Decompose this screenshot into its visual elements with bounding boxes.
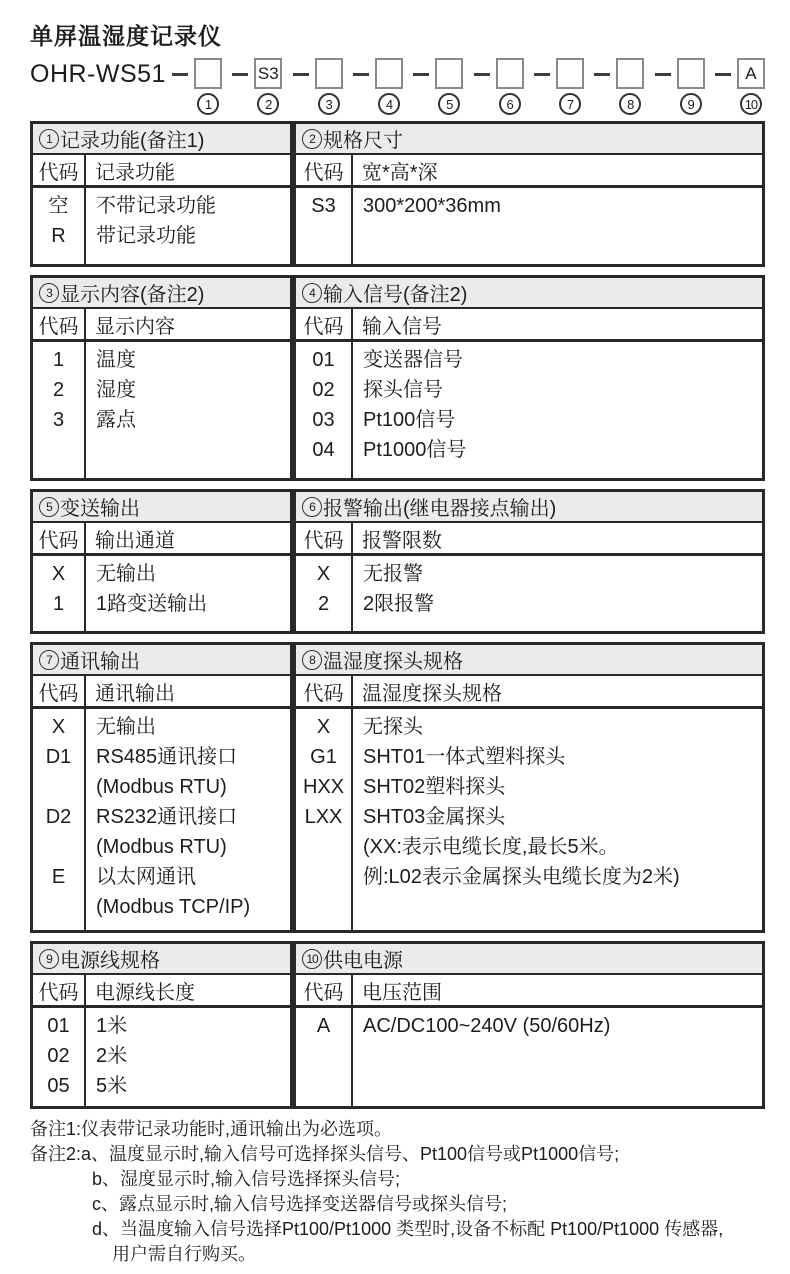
position-number: 2 (265, 96, 272, 112)
desc-cell: 温度 (96, 349, 136, 371)
section-title-text: 电源线规格 (60, 950, 160, 972)
footnote-line: 备注2:a、温度显示时,输入信号可选择探头信号、Pt100信号或Pt1000信号; (30, 1144, 620, 1164)
model-box-column (677, 58, 705, 115)
section-pair-1 (30, 121, 765, 267)
code-column-header: 代码 (33, 309, 86, 339)
model-box-unit (347, 58, 403, 115)
desc-column (86, 188, 290, 264)
section-title (33, 944, 290, 975)
desc-cell: 无输出 (96, 716, 156, 738)
code-cell: 03 (312, 409, 335, 431)
section-number-badge: 3 (39, 283, 59, 303)
desc-cell: (XX:表示电缆长度,最长5米。 (363, 836, 619, 858)
desc-column-header: 报警限数 (362, 529, 442, 552)
code-cell: X (51, 563, 66, 585)
desc-cell: 湿度 (96, 379, 136, 401)
code-cell: S3 (311, 195, 336, 217)
dash-separator (594, 73, 610, 76)
section-number-badge: 8 (302, 650, 322, 670)
model-code-box (375, 58, 403, 89)
desc-cell: AC/DC100~240V (50/60Hz) (363, 1015, 611, 1037)
section-power-supply (293, 941, 765, 1109)
position-number-badge (197, 93, 219, 115)
code-cell: 1 (52, 593, 65, 615)
position-number-badge (438, 93, 460, 115)
dash-separator (655, 73, 671, 76)
desc-column (353, 709, 762, 930)
section-title (296, 944, 762, 975)
section-title-text: 记录功能(备注1) (60, 130, 205, 152)
desc-cell: SHT01一体式塑料探头 (363, 746, 566, 768)
section-number-badge: 1 (39, 129, 59, 149)
section-number-badge: 4 (302, 283, 322, 303)
section-title (296, 278, 762, 309)
section-number-badge: 2 (302, 129, 322, 149)
footnote-line: 备注1:仪表带记录功能时,通讯输出为必选项。 (30, 1119, 393, 1139)
section-transmit-output (30, 489, 293, 634)
position-number-badge (257, 93, 279, 115)
section-pair-2 (30, 275, 765, 481)
code-column-header: 代码 (33, 523, 86, 553)
code-cell: 3 (52, 409, 65, 431)
code-cell: D1 (45, 746, 72, 768)
section-display-content (30, 275, 293, 481)
section-title (296, 645, 762, 676)
code-column (33, 188, 86, 264)
code-cell: D2 (45, 806, 72, 828)
footnote-line: c、露点显示时,输入信号选择变送器信号或探头信号; (92, 1194, 507, 1214)
desc-cell: 1米 (96, 1015, 128, 1037)
section-rows (296, 709, 762, 930)
model-box-unit (709, 58, 765, 115)
position-number: 8 (627, 96, 634, 112)
section-title-text: 输入信号(备注2) (323, 284, 468, 306)
code-cell: A (316, 1015, 331, 1037)
section-rows (33, 342, 290, 478)
model-code-box (677, 58, 705, 89)
code-column (296, 1008, 353, 1106)
section-number-badge: 10 (302, 949, 322, 969)
code-cell: R (51, 225, 66, 247)
position-number-badge (619, 93, 641, 115)
position-number: 4 (385, 96, 393, 112)
model-box-column (556, 58, 584, 115)
section-pair-5 (30, 941, 765, 1109)
model-code-boxes (166, 58, 765, 115)
desc-column-header: 电压范围 (362, 981, 442, 1004)
model-code-box (616, 58, 644, 89)
model-box-unit (649, 58, 705, 115)
footnotes (30, 1117, 765, 1267)
section-number-badge: 6 (302, 497, 322, 517)
code-cell: 01 (47, 1015, 70, 1037)
desc-column (86, 1008, 290, 1106)
desc-cell: 300*200*36mm (363, 195, 501, 217)
code-column (33, 709, 86, 930)
position-number-badge (740, 93, 762, 115)
section-input-signal (293, 275, 765, 481)
model-box-unit (468, 58, 524, 115)
section-rows (33, 709, 290, 930)
section-title-text: 温湿度探头规格 (323, 651, 463, 673)
model-box-column (375, 58, 403, 115)
code-cell (33, 892, 84, 922)
code-cell: 1 (52, 349, 65, 371)
position-number-badge (499, 93, 521, 115)
dash-separator (353, 73, 369, 76)
desc-cell: 5米 (96, 1075, 128, 1097)
section-rows (33, 1008, 290, 1106)
model-code-box (556, 58, 584, 89)
desc-column (353, 556, 762, 631)
desc-cell: SHT02塑料探头 (363, 776, 506, 798)
column-headers (296, 975, 762, 1008)
dash-separator (474, 73, 490, 76)
section-title-text: 规格尺寸 (323, 130, 403, 152)
code-column (296, 188, 353, 264)
code-column-header: 代码 (33, 676, 86, 706)
column-headers (296, 523, 762, 556)
model-code-row (30, 58, 765, 115)
desc-column-header: 输入信号 (362, 315, 442, 338)
code-cell: 01 (312, 349, 335, 371)
section-title-text: 变送输出 (60, 498, 140, 520)
section-rows (33, 188, 290, 264)
desc-column-header: 电源线长度 (95, 981, 195, 1004)
code-cell (33, 772, 84, 802)
section-number-badge: 7 (39, 650, 59, 670)
model-box-column (254, 58, 282, 115)
code-cell: 2 (52, 379, 65, 401)
desc-cell: (Modbus RTU) (96, 776, 227, 798)
code-column (296, 342, 353, 478)
model-box-column (194, 58, 222, 115)
code-cell (296, 862, 351, 892)
model-code-box (737, 58, 765, 89)
model-code-box (315, 58, 343, 89)
position-number: 9 (687, 96, 694, 112)
position-number-badge (378, 93, 400, 115)
position-number: 6 (506, 96, 513, 112)
code-column-header: 代码 (296, 676, 353, 706)
section-pair-4 (30, 642, 765, 933)
dash-separator (534, 73, 550, 76)
column-headers (33, 309, 290, 342)
position-number: 7 (566, 96, 574, 112)
section-number-badge: 9 (39, 949, 59, 969)
desc-cell: 无报警 (363, 563, 423, 585)
desc-cell: 2限报警 (363, 593, 435, 615)
model-box-column (435, 58, 463, 115)
dash-separator (413, 73, 429, 76)
column-headers (33, 676, 290, 709)
code-column (33, 1008, 86, 1106)
section-title (296, 124, 762, 155)
code-cell (33, 832, 84, 862)
desc-column-header: 温湿度探头规格 (362, 682, 502, 705)
code-column-header: 代码 (33, 155, 86, 185)
desc-cell: 探头信号 (363, 379, 443, 401)
position-number: 10 (744, 96, 758, 112)
code-cell: 04 (312, 439, 335, 461)
column-headers (296, 155, 762, 188)
section-rows (296, 1008, 762, 1106)
desc-column (353, 342, 762, 478)
section-power-cord (30, 941, 293, 1109)
desc-cell: Pt100信号 (363, 409, 456, 431)
footnote-line: d、当温度输入信号选择Pt100/Pt1000 类型时,设备不标配 Pt100/Pt1000 传感器, (92, 1219, 724, 1239)
desc-column (86, 342, 290, 478)
desc-cell: 不带记录功能 (96, 195, 216, 217)
desc-column-header: 宽*高*深 (362, 161, 438, 184)
model-box-column (315, 58, 343, 115)
section-rows (296, 342, 762, 478)
footnote-line: b、湿度显示时,输入信号选择探头信号; (92, 1169, 401, 1189)
model-code-box (194, 58, 222, 89)
desc-column-header: 记录功能 (95, 161, 175, 184)
code-column (33, 556, 86, 631)
page-title: 单屏温湿度记录仪 (30, 23, 222, 49)
desc-cell: 以太网通讯 (96, 866, 196, 888)
model-code-value: S3 (257, 63, 279, 83)
code-column-header: 代码 (33, 975, 86, 1005)
position-number-badge (318, 93, 340, 115)
position-number-badge (680, 93, 702, 115)
desc-cell: RS232通讯接口 (96, 806, 238, 828)
desc-cell: RS485通讯接口 (96, 746, 238, 768)
code-cell: HXX (302, 776, 345, 798)
model-prefix: OHR-WS51 (30, 60, 166, 88)
code-column-header: 代码 (296, 309, 353, 339)
section-title (33, 278, 290, 309)
desc-cell: 变送器信号 (363, 349, 463, 371)
section-title (33, 124, 290, 155)
code-column (296, 709, 353, 930)
model-code-value: A (745, 63, 757, 83)
section-title-text: 报警输出(继电器接点输出) (323, 498, 557, 520)
dash-separator (172, 73, 188, 76)
section-title-text: 显示内容(备注2) (60, 284, 205, 306)
model-code-box (496, 58, 524, 89)
section-pair-3 (30, 489, 765, 634)
code-cell: LXX (304, 806, 343, 828)
position-number-badge (559, 93, 581, 115)
column-headers (296, 676, 762, 709)
model-box-column (496, 58, 524, 115)
model-box-unit (287, 58, 343, 115)
desc-column (353, 188, 762, 264)
column-headers (33, 975, 290, 1008)
desc-cell: SHT03金属探头 (363, 806, 506, 828)
position-number: 3 (325, 96, 332, 112)
desc-cell: (Modbus RTU) (96, 836, 227, 858)
column-headers (33, 155, 290, 188)
code-cell: X (316, 716, 331, 738)
code-column (33, 342, 86, 478)
desc-cell: 露点 (96, 409, 136, 431)
section-rows (296, 556, 762, 631)
column-headers (33, 523, 290, 556)
desc-column (353, 1008, 762, 1106)
desc-cell: 无探头 (363, 716, 423, 738)
section-probe-spec (293, 642, 765, 933)
desc-cell: 带记录功能 (96, 225, 196, 247)
code-column (296, 556, 353, 631)
code-cell (296, 832, 351, 862)
desc-cell: 2米 (96, 1045, 128, 1067)
code-cell: 05 (47, 1075, 70, 1097)
desc-cell: Pt1000信号 (363, 439, 467, 461)
model-box-column (737, 58, 765, 115)
desc-cell: 1路变送输出 (96, 593, 208, 615)
desc-column-header: 输出通道 (95, 529, 175, 552)
code-column-header: 代码 (296, 975, 353, 1005)
desc-column-header: 显示内容 (95, 315, 175, 338)
code-cell: 02 (47, 1045, 70, 1067)
model-box-column (616, 58, 644, 115)
section-title-text: 通讯输出 (60, 651, 140, 673)
section-dimensions (293, 121, 765, 267)
model-code-box (254, 58, 282, 89)
desc-column-header: 通讯输出 (95, 682, 175, 705)
dash-separator (715, 73, 731, 76)
desc-cell: (Modbus TCP/IP) (96, 896, 251, 918)
section-title (33, 645, 290, 676)
dash-separator (293, 73, 309, 76)
model-box-unit (528, 58, 584, 115)
position-number: 1 (204, 96, 212, 112)
desc-cell: 无输出 (96, 563, 156, 585)
section-title (33, 492, 290, 523)
model-box-unit (226, 58, 282, 115)
code-cell: 空 (48, 195, 69, 217)
desc-cell: 例:L02表示金属探头电缆长度为2米) (363, 866, 680, 888)
footnote-line: 用户需自行购买。 (112, 1244, 256, 1264)
model-box-unit (588, 58, 644, 115)
position-number: 5 (446, 96, 453, 112)
section-title (296, 492, 762, 523)
model-box-unit (407, 58, 463, 115)
desc-column (86, 556, 290, 631)
code-cell: 2 (317, 593, 330, 615)
section-number-badge: 5 (39, 497, 59, 517)
section-comm-output (30, 642, 293, 933)
code-cell: X (316, 563, 331, 585)
column-headers (296, 309, 762, 342)
section-title-text: 供电电源 (323, 950, 403, 972)
model-code-box (435, 58, 463, 89)
section-rows (33, 556, 290, 631)
code-column-header: 代码 (296, 155, 353, 185)
desc-column (86, 709, 290, 930)
code-cell: X (51, 716, 66, 738)
code-cell: E (51, 866, 66, 888)
code-column-header: 代码 (296, 523, 353, 553)
model-box-unit (166, 58, 222, 115)
dash-separator (232, 73, 248, 76)
code-cell: G1 (310, 746, 337, 768)
section-alarm-output (293, 489, 765, 634)
code-cell: 02 (312, 379, 335, 401)
section-record-function (30, 121, 293, 267)
section-rows (296, 188, 762, 264)
